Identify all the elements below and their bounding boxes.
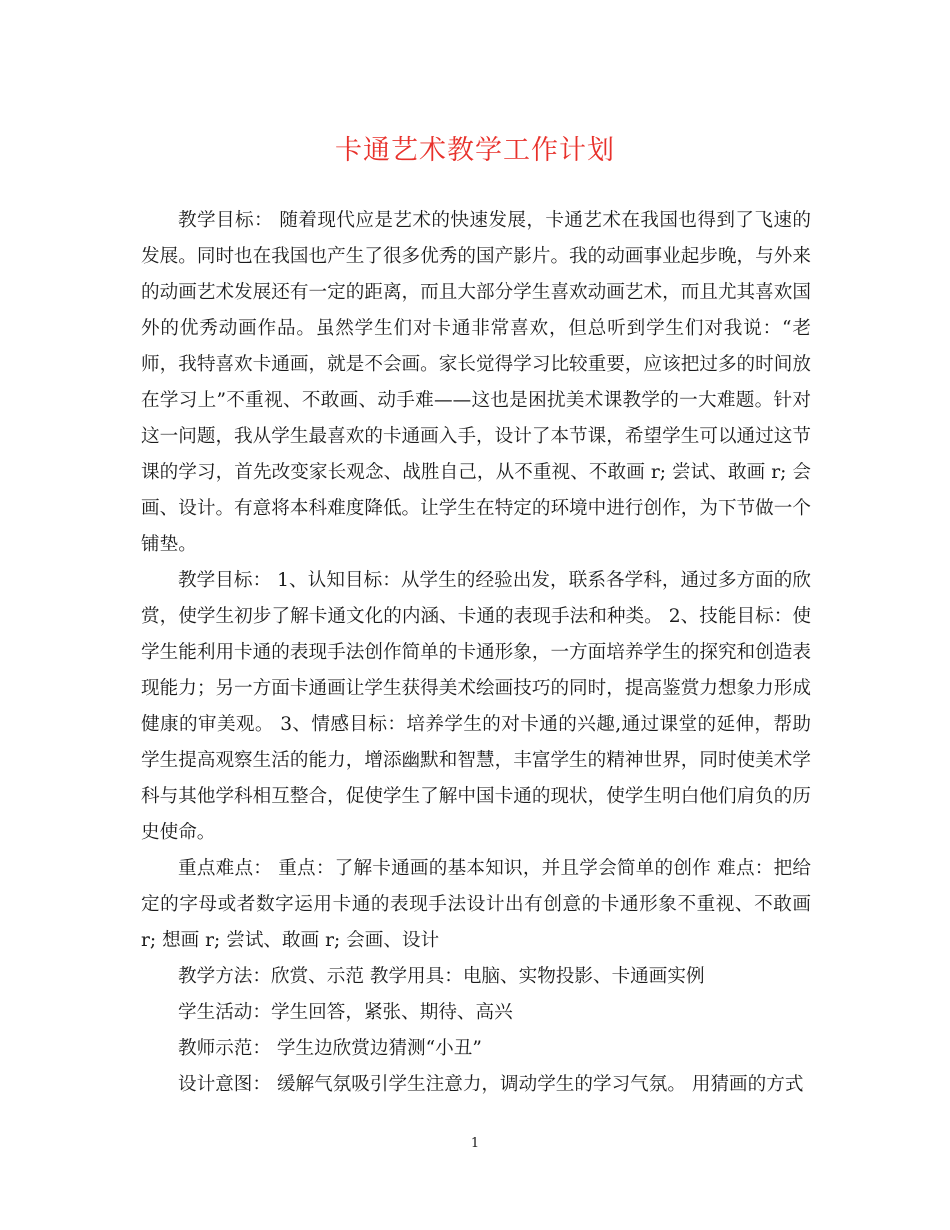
paragraph-key-difficulties: 重点难点： 重点：了解卡通画的基本知识，并且学会简单的创作 难点：把给定的字母或者数字运用卡通的表现手法设计出有创意的卡通形象不重视、不敢画 r; 想画 r; 尝试、敢画 r; 会画、设计 — [141, 858, 811, 951]
paragraph-teaching-method: 教学方法：欣赏、示范 教学用具：电脑、实物投影、卡通画实例 — [178, 966, 705, 987]
document-title: 卡通艺术教学工作计划 — [335, 135, 615, 166]
page-number: 1 — [470, 1136, 480, 1151]
paragraph-teaching-objectives: 教学目标： 1、认知目标：从学生的经验出发，联系各学科，通过多方面的欣赏，使学生初步了解卡通文化的内涵、卡通的表现手法和种类。 2、技能目标：使学生能利用卡通的表现手法创作简单的卡通形象，一方面培养学生的探究和创造表现能力；另一方面卡通画让学生获得美术绘画技巧的同时，提高鉴赏力想象力形成健康的审美观。 3、情感目标：培养学生的对卡通的兴趣,通过课堂的延伸，帮助学生提高观察生活的能力，增添幽默和智慧，丰富学生的精神世界，同时使美术学科与其他学科相互整合，促使学生了解中国卡通的现状，使学生明白他们肩负的历史使命。 — [141, 570, 811, 843]
paragraph-teacher-demo: 教师示范： 学生边欣赏边猜测“小丑” — [178, 1038, 482, 1059]
paragraph-design-intent: 设计意图： 缓解气氛吸引学生注意力，调动学生的学习气氛。 用猜画的方式 — [178, 1074, 804, 1095]
document-body — [141, 203, 811, 1103]
paragraph-teaching-goal-intro: 教学目标： 随着现代应是艺术的快速发展，卡通艺术在我国也得到了飞速的发展。同时也在我国也产生了很多优秀的国产影片。我的动画事业起步晚，与外来的动画艺术发展还有一定的距离，而且大部分学生喜欢动画艺术，而且尤其喜欢国外的优秀动画作品。虽然学生们对卡通非常喜欢，但总听到学生们对我说：“老师，我特喜欢卡通画，就是不会画。家长觉得学习比较重要，应该把过多的时间放在学习上”不重视、不敢画、动手难——这也是困扰美术课教学的一大难题。针对这一问题，我从学生最喜欢的卡通画入手，设计了本节课，希望学生可以通过这节课的学习，首先改变家长观念、战胜自己，从不重视、不敢画 r; 尝试、敢画 r; 会画、设计。有意将本科难度降低。让学生在特定的环境中进行创作，为下节做一个铺垫。 — [141, 210, 811, 555]
paragraph-student-activity: 学生活动：学生回答，紧张、期待、高兴 — [178, 1002, 513, 1023]
